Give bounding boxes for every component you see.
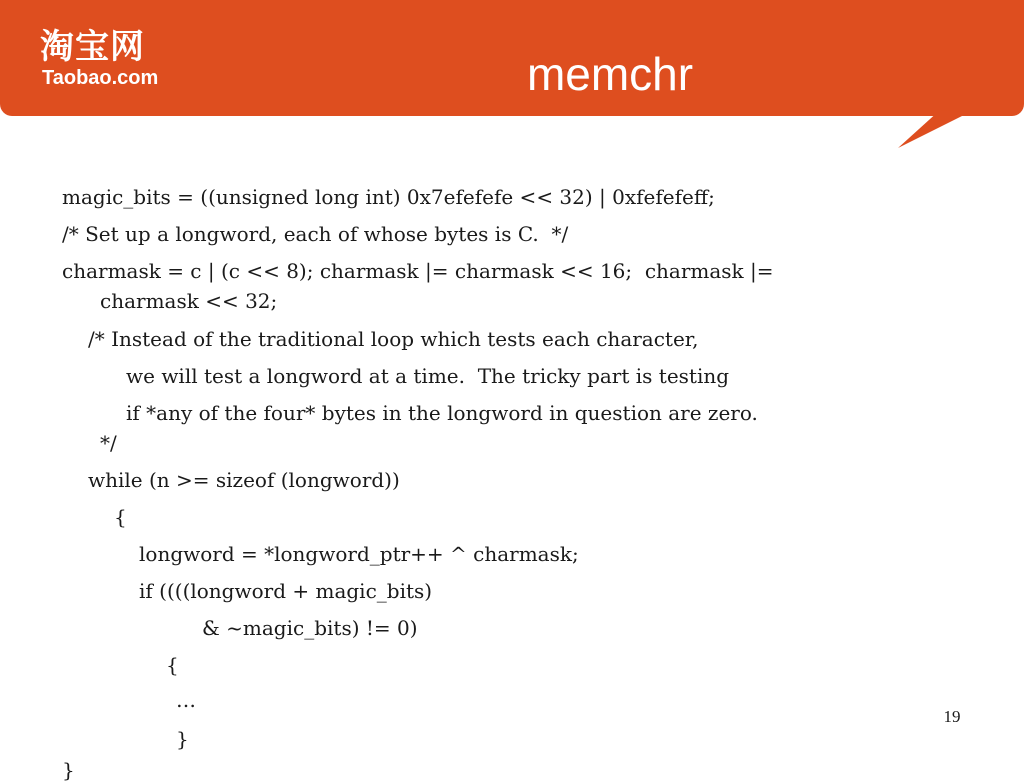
code-line: /* Set up a longword, each of whose bytes is C. */ — [62, 222, 569, 246]
code-line: we will test a longword at a time. The tricky part is testing — [126, 364, 730, 388]
code-line: /* Instead of the traditional loop which tests each character, — [88, 327, 699, 351]
code-line: { — [114, 505, 127, 529]
code-line: } — [176, 727, 189, 751]
slide-title: memchr — [526, 48, 694, 100]
code-line: if ((((longword + magic_bits) — [139, 579, 433, 603]
code-line: { — [166, 653, 179, 677]
code-line: while (n >= sizeof (longword)) — [88, 468, 400, 492]
code-line: longword = *longword_ptr++ ^ charmask; — [139, 542, 579, 566]
code-line: magic_bits = ((unsigned long int) 0x7efefefe << 32) | 0xfefefeff; — [62, 185, 715, 209]
page-number: 19 — [943, 707, 961, 726]
code-line: charmask << 32; — [100, 289, 278, 313]
code-line: } — [62, 758, 75, 782]
logo-latin-text: Taobao.com — [42, 67, 159, 89]
code-line: & ~magic_bits) != 0) — [202, 616, 418, 640]
code-line: if *any of the four* bytes in the longword in question are zero. — [126, 401, 758, 425]
code-line: charmask = c | (c << 8); charmask |= charmask << 16; charmask |= — [62, 259, 774, 283]
logo-chinese-text: 淘宝网 — [40, 27, 145, 67]
code-line: … — [176, 688, 196, 712]
code-line: */ — [100, 431, 117, 455]
